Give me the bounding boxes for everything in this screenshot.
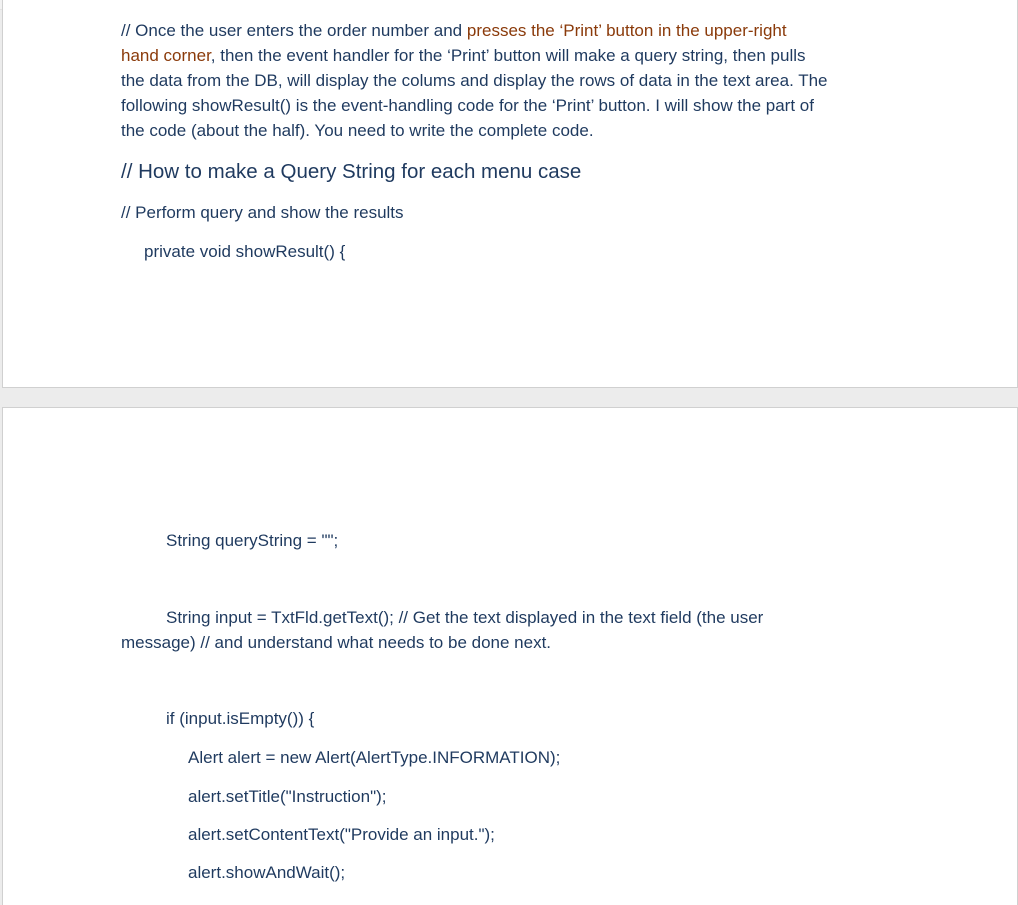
intro-text-start: // Once the user enters the order number and [121, 21, 467, 40]
intro-highlight-1: presses the ‘Print’ button in the upper-right [466, 21, 787, 40]
alert-settitle-code: alert.setTitle("Instruction"); [188, 787, 387, 806]
alert-setcontent-code: alert.setContentText("Provide an input."); [188, 825, 495, 844]
intro-highlight-2: hand corner [121, 46, 211, 65]
document-page-1 [2, 0, 1018, 388]
query-string-heading: // How to make a Query String for each menu case [121, 160, 582, 183]
input-code-line1: String input = TxtFld.getText(); // Get the text displayed in the text field (the user [166, 608, 764, 627]
document-page-2 [2, 407, 1018, 905]
intro-paragraph [121, 18, 828, 143]
alert-creation-code: Alert alert = new Alert(AlertType.INFORMATION); [188, 748, 561, 767]
method-signature-code: private void showResult() { [144, 242, 346, 261]
perform-query-comment: // Perform query and show the results [121, 203, 404, 222]
input-declaration-code [121, 605, 763, 655]
intro-line5: the code (about the half). You need to write the complete code. [121, 121, 594, 140]
intro-line3: the data from the DB, will display the colums and display the rows of data in the text area. The [121, 71, 828, 90]
input-code-line2: message) // and understand what needs to be done next. [121, 633, 552, 652]
intro-line4: following showResult() is the event-handling code for the ‘Print’ button. I will show the part of [121, 96, 814, 115]
intro-line2-rest: , then the event handler for the ‘Print’ button will make a query string, then pulls [210, 46, 806, 65]
querystring-declaration-code: String queryString = ""; [166, 531, 339, 550]
alert-showandwait-code: alert.showAndWait(); [188, 863, 346, 882]
if-empty-code: if (input.isEmpty()) { [166, 709, 315, 728]
